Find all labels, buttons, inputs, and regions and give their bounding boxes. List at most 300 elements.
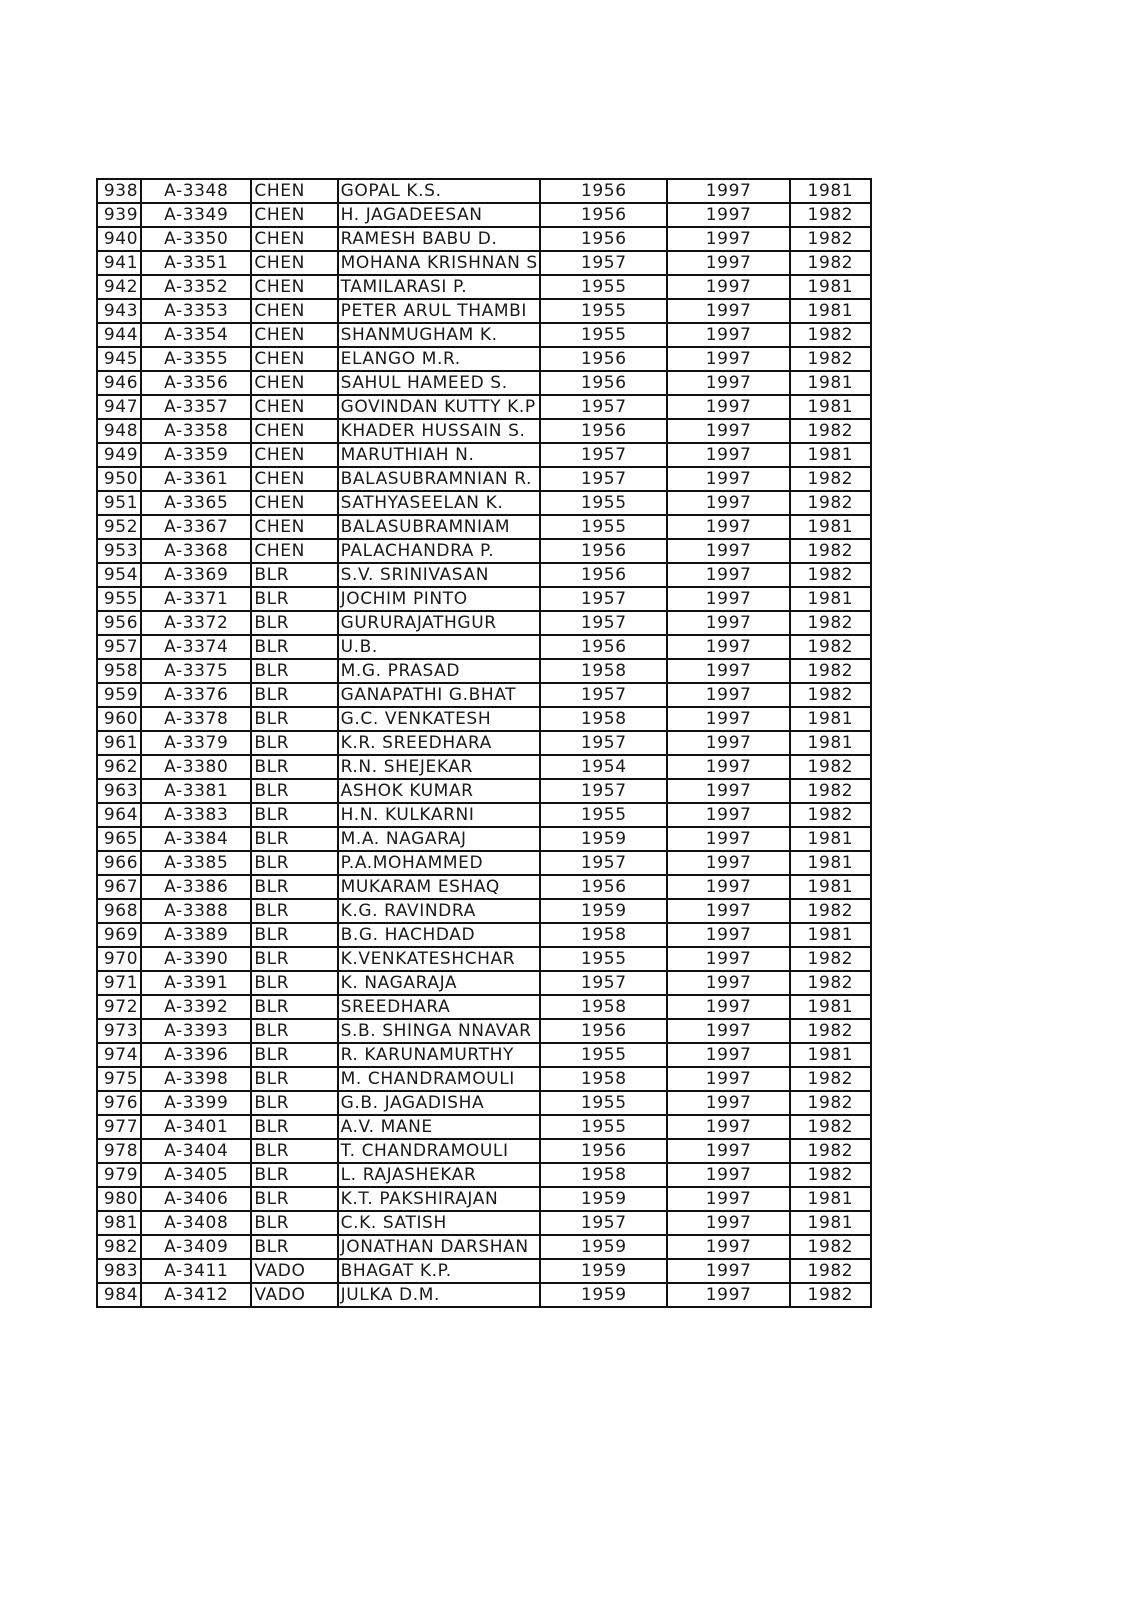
serial-number-cell: 949 (97, 443, 141, 467)
serial-number-cell: 947 (97, 395, 141, 419)
year-1997-cell: 1997 (667, 587, 789, 611)
staff-code-cell: A-3372 (141, 611, 251, 635)
serial-number-cell: 944 (97, 323, 141, 347)
birth-year-cell: 1955 (540, 299, 667, 323)
employee-name-cell: M. CHANDRAMOULI (338, 1067, 541, 1091)
year-1997-cell: 1997 (667, 1283, 789, 1307)
joining-year-cell: 1982 (790, 683, 871, 707)
table-row (97, 683, 871, 707)
staff-code-cell: A-3393 (141, 1019, 251, 1043)
table-row (97, 1091, 871, 1115)
serial-number-cell: 948 (97, 419, 141, 443)
birth-year-cell: 1959 (540, 1187, 667, 1211)
year-1997-cell: 1997 (667, 827, 789, 851)
station-cell: BLR (251, 779, 337, 803)
table-row (97, 1163, 871, 1187)
table-row (97, 347, 871, 371)
table-row (97, 1115, 871, 1139)
birth-year-cell: 1956 (540, 563, 667, 587)
birth-year-cell: 1957 (540, 251, 667, 275)
employee-name-cell: JONATHAN DARSHAN (338, 1235, 541, 1259)
year-1997-cell: 1997 (667, 563, 789, 587)
employee-name-cell: ASHOK KUMAR (338, 779, 541, 803)
employee-name-cell: K.R. SREEDHARA (338, 731, 541, 755)
staff-code-cell: A-3405 (141, 1163, 251, 1187)
table-row (97, 1211, 871, 1235)
serial-number-cell: 957 (97, 635, 141, 659)
employee-name-cell: S.V. SRINIVASAN (338, 563, 541, 587)
birth-year-cell: 1956 (540, 203, 667, 227)
joining-year-cell: 1981 (790, 1211, 871, 1235)
year-1997-cell: 1997 (667, 995, 789, 1019)
year-1997-cell: 1997 (667, 611, 789, 635)
station-cell: CHEN (251, 395, 337, 419)
station-cell: BLR (251, 731, 337, 755)
joining-year-cell: 1982 (790, 971, 871, 995)
staff-code-cell: A-3411 (141, 1259, 251, 1283)
year-1997-cell: 1997 (667, 395, 789, 419)
year-1997-cell: 1997 (667, 491, 789, 515)
serial-number-cell: 946 (97, 371, 141, 395)
station-cell: BLR (251, 1091, 337, 1115)
staff-code-cell: A-3390 (141, 947, 251, 971)
employee-name-cell: M.G. PRASAD (338, 659, 541, 683)
joining-year-cell: 1982 (790, 491, 871, 515)
table-row (97, 635, 871, 659)
year-1997-cell: 1997 (667, 347, 789, 371)
year-1997-cell: 1997 (667, 779, 789, 803)
staff-code-cell: A-3354 (141, 323, 251, 347)
serial-number-cell: 956 (97, 611, 141, 635)
employee-name-cell: GOVINDAN KUTTY K.P (338, 395, 541, 419)
table-row (97, 995, 871, 1019)
joining-year-cell: 1981 (790, 395, 871, 419)
joining-year-cell: 1982 (790, 899, 871, 923)
table-row (97, 371, 871, 395)
staff-code-cell: A-3391 (141, 971, 251, 995)
staff-code-cell: A-3353 (141, 299, 251, 323)
joining-year-cell: 1982 (790, 467, 871, 491)
joining-year-cell: 1982 (790, 1139, 871, 1163)
year-1997-cell: 1997 (667, 419, 789, 443)
birth-year-cell: 1955 (540, 803, 667, 827)
station-cell: CHEN (251, 491, 337, 515)
station-cell: BLR (251, 875, 337, 899)
station-cell: CHEN (251, 275, 337, 299)
joining-year-cell: 1982 (790, 1259, 871, 1283)
employee-name-cell: GOPAL K.S. (338, 179, 541, 203)
station-cell: BLR (251, 923, 337, 947)
serial-number-cell: 939 (97, 203, 141, 227)
joining-year-cell: 1981 (790, 587, 871, 611)
year-1997-cell: 1997 (667, 323, 789, 347)
table-row (97, 179, 871, 203)
joining-year-cell: 1982 (790, 1115, 871, 1139)
table-row (97, 1019, 871, 1043)
station-cell: BLR (251, 1211, 337, 1235)
employee-name-cell: R.N. SHEJEKAR (338, 755, 541, 779)
birth-year-cell: 1958 (540, 923, 667, 947)
station-cell: CHEN (251, 443, 337, 467)
birth-year-cell: 1957 (540, 587, 667, 611)
station-cell: BLR (251, 1043, 337, 1067)
birth-year-cell: 1955 (540, 947, 667, 971)
year-1997-cell: 1997 (667, 971, 789, 995)
year-1997-cell: 1997 (667, 947, 789, 971)
joining-year-cell: 1982 (790, 419, 871, 443)
table-row (97, 1139, 871, 1163)
joining-year-cell: 1981 (790, 371, 871, 395)
station-cell: BLR (251, 1187, 337, 1211)
staff-code-cell: A-3359 (141, 443, 251, 467)
year-1997-cell: 1997 (667, 1187, 789, 1211)
staff-code-cell: A-3380 (141, 755, 251, 779)
serial-number-cell: 951 (97, 491, 141, 515)
serial-number-cell: 962 (97, 755, 141, 779)
station-cell: BLR (251, 563, 337, 587)
table-row (97, 875, 871, 899)
staff-code-cell: A-3384 (141, 827, 251, 851)
year-1997-cell: 1997 (667, 635, 789, 659)
station-cell: CHEN (251, 323, 337, 347)
serial-number-cell: 961 (97, 731, 141, 755)
joining-year-cell: 1982 (790, 611, 871, 635)
joining-year-cell: 1982 (790, 1163, 871, 1187)
joining-year-cell: 1982 (790, 1235, 871, 1259)
joining-year-cell: 1982 (790, 539, 871, 563)
employee-name-cell: JOCHIM PINTO (338, 587, 541, 611)
staff-code-cell: A-3378 (141, 707, 251, 731)
staff-code-cell: A-3355 (141, 347, 251, 371)
year-1997-cell: 1997 (667, 1259, 789, 1283)
station-cell: BLR (251, 971, 337, 995)
table-row (97, 1235, 871, 1259)
birth-year-cell: 1955 (540, 515, 667, 539)
employee-name-cell: S.B. SHINGA NNAVAR (338, 1019, 541, 1043)
joining-year-cell: 1981 (790, 1187, 871, 1211)
station-cell: BLR (251, 851, 337, 875)
birth-year-cell: 1956 (540, 875, 667, 899)
year-1997-cell: 1997 (667, 707, 789, 731)
year-1997-cell: 1997 (667, 539, 789, 563)
birth-year-cell: 1959 (540, 899, 667, 923)
joining-year-cell: 1981 (790, 1043, 871, 1067)
serial-number-cell: 963 (97, 779, 141, 803)
serial-number-cell: 958 (97, 659, 141, 683)
birth-year-cell: 1955 (540, 1043, 667, 1067)
serial-number-cell: 969 (97, 923, 141, 947)
joining-year-cell: 1982 (790, 1283, 871, 1307)
employee-name-cell: BHAGAT K.P. (338, 1259, 541, 1283)
table-row (97, 323, 871, 347)
employee-name-cell: H. JAGADEESAN (338, 203, 541, 227)
staff-code-cell: A-3367 (141, 515, 251, 539)
joining-year-cell: 1982 (790, 779, 871, 803)
joining-year-cell: 1981 (790, 851, 871, 875)
joining-year-cell: 1982 (790, 563, 871, 587)
joining-year-cell: 1981 (790, 827, 871, 851)
year-1997-cell: 1997 (667, 299, 789, 323)
station-cell: BLR (251, 659, 337, 683)
table-row (97, 803, 871, 827)
joining-year-cell: 1981 (790, 275, 871, 299)
station-cell: BLR (251, 755, 337, 779)
birth-year-cell: 1957 (540, 779, 667, 803)
birth-year-cell: 1957 (540, 731, 667, 755)
joining-year-cell: 1982 (790, 347, 871, 371)
employee-name-cell: T. CHANDRAMOULI (338, 1139, 541, 1163)
year-1997-cell: 1997 (667, 203, 789, 227)
birth-year-cell: 1956 (540, 635, 667, 659)
employee-name-cell: GURURAJATHGUR (338, 611, 541, 635)
joining-year-cell: 1981 (790, 995, 871, 1019)
table-row (97, 659, 871, 683)
birth-year-cell: 1959 (540, 827, 667, 851)
birth-year-cell: 1955 (540, 1091, 667, 1115)
staff-code-cell: A-3409 (141, 1235, 251, 1259)
table-row (97, 443, 871, 467)
birth-year-cell: 1958 (540, 1163, 667, 1187)
employee-name-cell: JULKA D.M. (338, 1283, 541, 1307)
year-1997-cell: 1997 (667, 1211, 789, 1235)
station-cell: BLR (251, 1067, 337, 1091)
employee-name-cell: SHANMUGHAM K. (338, 323, 541, 347)
serial-number-cell: 955 (97, 587, 141, 611)
staff-code-cell: A-3361 (141, 467, 251, 491)
serial-number-cell: 978 (97, 1139, 141, 1163)
staff-code-cell: A-3357 (141, 395, 251, 419)
table-row (97, 1259, 871, 1283)
birth-year-cell: 1956 (540, 179, 667, 203)
birth-year-cell: 1957 (540, 467, 667, 491)
staff-code-cell: A-3388 (141, 899, 251, 923)
birth-year-cell: 1957 (540, 611, 667, 635)
staff-code-cell: A-3399 (141, 1091, 251, 1115)
station-cell: CHEN (251, 227, 337, 251)
staff-code-cell: A-3365 (141, 491, 251, 515)
year-1997-cell: 1997 (667, 1235, 789, 1259)
staff-code-cell: A-3371 (141, 587, 251, 611)
station-cell: CHEN (251, 515, 337, 539)
year-1997-cell: 1997 (667, 683, 789, 707)
year-1997-cell: 1997 (667, 275, 789, 299)
joining-year-cell: 1982 (790, 1091, 871, 1115)
table-row (97, 971, 871, 995)
employee-name-cell: BALASUBRAMNIAM (338, 515, 541, 539)
serial-number-cell: 974 (97, 1043, 141, 1067)
table-row (97, 419, 871, 443)
employee-name-cell: P.A.MOHAMMED (338, 851, 541, 875)
birth-year-cell: 1956 (540, 347, 667, 371)
serial-number-cell: 980 (97, 1187, 141, 1211)
year-1997-cell: 1997 (667, 251, 789, 275)
staff-code-cell: A-3374 (141, 635, 251, 659)
year-1997-cell: 1997 (667, 179, 789, 203)
employee-name-cell: GANAPATHI G.BHAT (338, 683, 541, 707)
year-1997-cell: 1997 (667, 923, 789, 947)
station-cell: CHEN (251, 371, 337, 395)
birth-year-cell: 1957 (540, 971, 667, 995)
table-row (97, 587, 871, 611)
employee-name-cell: L. RAJASHEKAR (338, 1163, 541, 1187)
employee-name-cell: MARUTHIAH N. (338, 443, 541, 467)
staff-code-cell: A-3379 (141, 731, 251, 755)
employee-name-cell: M.A. NAGARAJ (338, 827, 541, 851)
serial-number-cell: 953 (97, 539, 141, 563)
employee-name-cell: A.V. MANE (338, 1115, 541, 1139)
serial-number-cell: 943 (97, 299, 141, 323)
table-row (97, 1187, 871, 1211)
employee-name-cell: G.C. VENKATESH (338, 707, 541, 731)
birth-year-cell: 1955 (540, 1115, 667, 1139)
joining-year-cell: 1982 (790, 227, 871, 251)
year-1997-cell: 1997 (667, 875, 789, 899)
station-cell: BLR (251, 1235, 337, 1259)
staff-code-cell: A-3392 (141, 995, 251, 1019)
staff-code-cell: A-3383 (141, 803, 251, 827)
employee-name-cell: K.G. RAVINDRA (338, 899, 541, 923)
station-cell: VADO (251, 1283, 337, 1307)
employee-name-cell: BALASUBRAMNIAN R. (338, 467, 541, 491)
staff-code-cell: A-3408 (141, 1211, 251, 1235)
staff-code-cell: A-3412 (141, 1283, 251, 1307)
joining-year-cell: 1981 (790, 443, 871, 467)
serial-number-cell: 965 (97, 827, 141, 851)
staff-code-cell: A-3381 (141, 779, 251, 803)
table-row (97, 611, 871, 635)
joining-year-cell: 1981 (790, 707, 871, 731)
staff-code-cell: A-3401 (141, 1115, 251, 1139)
employee-name-cell: H.N. KULKARNI (338, 803, 541, 827)
joining-year-cell: 1982 (790, 251, 871, 275)
joining-year-cell: 1982 (790, 323, 871, 347)
serial-number-cell: 945 (97, 347, 141, 371)
joining-year-cell: 1982 (790, 203, 871, 227)
joining-year-cell: 1981 (790, 515, 871, 539)
employee-name-cell: MUKARAM ESHAQ (338, 875, 541, 899)
serial-number-cell: 983 (97, 1259, 141, 1283)
table-row (97, 779, 871, 803)
serial-number-cell: 966 (97, 851, 141, 875)
staff-code-cell: A-3386 (141, 875, 251, 899)
staff-code-cell: A-3385 (141, 851, 251, 875)
serial-number-cell: 981 (97, 1211, 141, 1235)
table-row (97, 491, 871, 515)
staff-code-cell: A-3375 (141, 659, 251, 683)
joining-year-cell: 1982 (790, 659, 871, 683)
staff-code-cell: A-3351 (141, 251, 251, 275)
serial-number-cell: 960 (97, 707, 141, 731)
station-cell: BLR (251, 587, 337, 611)
serial-number-cell: 982 (97, 1235, 141, 1259)
staff-code-cell: A-3356 (141, 371, 251, 395)
station-cell: CHEN (251, 179, 337, 203)
staff-code-cell: A-3349 (141, 203, 251, 227)
staff-code-cell: A-3350 (141, 227, 251, 251)
joining-year-cell: 1981 (790, 875, 871, 899)
year-1997-cell: 1997 (667, 443, 789, 467)
year-1997-cell: 1997 (667, 1115, 789, 1139)
serial-number-cell: 970 (97, 947, 141, 971)
table-row (97, 539, 871, 563)
birth-year-cell: 1957 (540, 1211, 667, 1235)
serial-number-cell: 950 (97, 467, 141, 491)
birth-year-cell: 1956 (540, 227, 667, 251)
birth-year-cell: 1956 (540, 371, 667, 395)
serial-number-cell: 940 (97, 227, 141, 251)
birth-year-cell: 1958 (540, 707, 667, 731)
table-row (97, 947, 871, 971)
serial-number-cell: 984 (97, 1283, 141, 1307)
table-row (97, 899, 871, 923)
birth-year-cell: 1956 (540, 1139, 667, 1163)
staff-code-cell: A-3398 (141, 1067, 251, 1091)
table-row (97, 1283, 871, 1307)
employee-name-cell: PALACHANDRA P. (338, 539, 541, 563)
station-cell: BLR (251, 707, 337, 731)
employee-name-cell: SAHUL HAMEED S. (338, 371, 541, 395)
staff-code-cell: A-3348 (141, 179, 251, 203)
year-1997-cell: 1997 (667, 227, 789, 251)
year-1997-cell: 1997 (667, 659, 789, 683)
birth-year-cell: 1956 (540, 1019, 667, 1043)
birth-year-cell: 1954 (540, 755, 667, 779)
year-1997-cell: 1997 (667, 1067, 789, 1091)
year-1997-cell: 1997 (667, 1091, 789, 1115)
year-1997-cell: 1997 (667, 851, 789, 875)
employee-name-cell: U.B. (338, 635, 541, 659)
employee-name-cell: RAMESH BABU D. (338, 227, 541, 251)
serial-number-cell: 968 (97, 899, 141, 923)
staff-code-cell: A-3396 (141, 1043, 251, 1067)
station-cell: BLR (251, 1115, 337, 1139)
joining-year-cell: 1981 (790, 299, 871, 323)
employee-name-cell: SATHYASEELAN K. (338, 491, 541, 515)
employee-name-cell: K.T. PAKSHIRAJAN (338, 1187, 541, 1211)
employee-name-cell: R. KARUNAMURTHY (338, 1043, 541, 1067)
station-cell: BLR (251, 803, 337, 827)
birth-year-cell: 1959 (540, 1235, 667, 1259)
station-cell: BLR (251, 683, 337, 707)
table-row (97, 299, 871, 323)
staff-code-cell: A-3406 (141, 1187, 251, 1211)
employee-name-cell: PETER ARUL THAMBI (338, 299, 541, 323)
serial-number-cell: 954 (97, 563, 141, 587)
year-1997-cell: 1997 (667, 467, 789, 491)
table-row (97, 923, 871, 947)
birth-year-cell: 1958 (540, 659, 667, 683)
staff-code-cell: A-3404 (141, 1139, 251, 1163)
birth-year-cell: 1955 (540, 491, 667, 515)
employee-name-cell: TAMILARASI P. (338, 275, 541, 299)
table-row (97, 851, 871, 875)
station-cell: CHEN (251, 203, 337, 227)
birth-year-cell: 1957 (540, 683, 667, 707)
roster-body (97, 179, 871, 1307)
serial-number-cell: 971 (97, 971, 141, 995)
staff-code-cell: A-3352 (141, 275, 251, 299)
joining-year-cell: 1982 (790, 1067, 871, 1091)
table-row (97, 731, 871, 755)
employee-name-cell: C.K. SATISH (338, 1211, 541, 1235)
serial-number-cell: 938 (97, 179, 141, 203)
table-row (97, 203, 871, 227)
station-cell: CHEN (251, 467, 337, 491)
employee-name-cell: SREEDHARA (338, 995, 541, 1019)
birth-year-cell: 1957 (540, 395, 667, 419)
staff-code-cell: A-3358 (141, 419, 251, 443)
birth-year-cell: 1956 (540, 539, 667, 563)
